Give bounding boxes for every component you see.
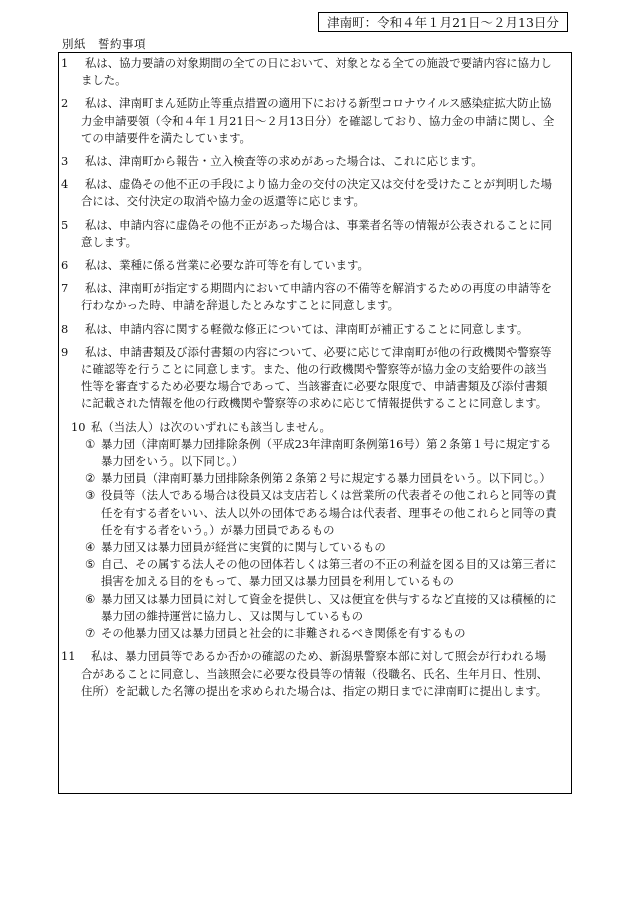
- attachment-label: 別紙 誓約事項: [62, 37, 146, 51]
- pledge-item-6: 6 私は、業種に係る営業に必要な許可等を有しています。: [61, 258, 369, 273]
- antisocial-condition-6: ⑥ 暴力団又は暴力団員に対して資金を提供し、又は便宜を供与するなど直接的又は積極的に暴力団の維持運営に協力し、又は関与しているもの: [85, 591, 557, 623]
- antisocial-condition-2: ② 暴力団員（津南町暴力団排除条例第２条第２号に規定する暴力団員をいう。以下同じ。）: [85, 471, 551, 486]
- pledge-item-2: 2 私は、津南町まん延防止等重点措置の適用下における新型コロナウイルス感染症拡大防止協力金申請要領（令和４年１月21日～２月13日分）を確認しており、協力金の申請に関し、全ての申請要件を満たしています。: [61, 96, 555, 145]
- pledge-item-1: 1 私は、協力要請の対象期間の全ての日において、対象となる全ての施設で要請内容に協力しました。: [61, 56, 552, 88]
- pledge-items-box: [58, 52, 572, 794]
- antisocial-condition-4: ④ 暴力団又は暴力団員が経営に実質的に関与しているもの: [85, 540, 386, 555]
- antisocial-condition-3: ③ 役員等（法人である場合は役員又は支店若しくは営業所の代表者その他これらと同等の責任を有する者をいい、法人以外の団体である場合は代表者、理事その他これらと同等の責任を有する者をいう。）が暴力団員であるもの: [85, 488, 557, 537]
- pledge-item-4: 4 私は、虚偽その他不正の手段により協力金の交付の決定又は交付を受けたことが判明した場合には、交付決定の取消や協力金の返還等に応じます。: [61, 177, 553, 209]
- pledge-item-5: 5 私は、申請内容に虚偽その他不正があった場合は、事業者名等の情報が公表されることに同意します。: [61, 217, 552, 249]
- pledge-item-9: 9 私は、申請書類及び添付書類の内容について、必要に応じて津南町が他の行政機関や警察等に確認等を行うことに同意します。また、他の行政機関や警察等が協力金の支給要件の該当性等を審査するため必要な場合であって、当該審査に必要な限度で、申請書類及び添付書類に記載された情報を他の行政機関や警察等の求めに応じて情報提供することに同意します。: [61, 344, 552, 411]
- antisocial-condition-7: ⑦ その他暴力団又は暴力団員と社会的に非難されるべき関係を有するもの: [85, 626, 466, 641]
- pledge-item-8: 8 私は、申請内容に関する軽微な修正については、津南町が補正することに同意します。: [61, 321, 529, 336]
- antisocial-condition-5: ⑤ 自己、その属する法人その他の団体若しくは第三者の不正の利益を図る目的又は第三者に損害を加える目的をもって、暴力団又は暴力団員を利用しているもの: [85, 557, 557, 589]
- pledge-item-3: 3 私は、津南町から報告・立入検査等の求めがあった場合は、これに応じます。: [61, 154, 483, 169]
- pledge-item-7: 7 私は、津南町が指定する期間内において申請内容の不備等を解消するための再度の申請等を行わなかった時、申請を辞退したとみなすことに同意します。: [61, 281, 553, 313]
- document-period-header: 津南町：令和４年１月21日～２月13日分: [318, 12, 568, 32]
- pledge-item-10-lead: 10 私（当法人）は次のいずれにも該当しません。: [71, 419, 331, 434]
- pledge-item-10: [71, 419, 557, 643]
- pledge-item-11: 11 私は、暴力団員等であるか否かの確認のため、新潟県警察本部に対して照会が行われる場合があることに同意し、当該照会に必要な役員等の情報（役職名、氏名、生年月日、性別、住所）を記載した名簿の提出を求められた場合は、指定の期日までに津南町に提出します。: [61, 649, 549, 698]
- antisocial-conditions-list: [71, 436, 557, 642]
- antisocial-condition-1: ① 暴力団（津南町暴力団排除条例（平成23年津南町条例第16号）第２条第１号に規定する暴力団をいう。以下同じ。）: [85, 436, 552, 469]
